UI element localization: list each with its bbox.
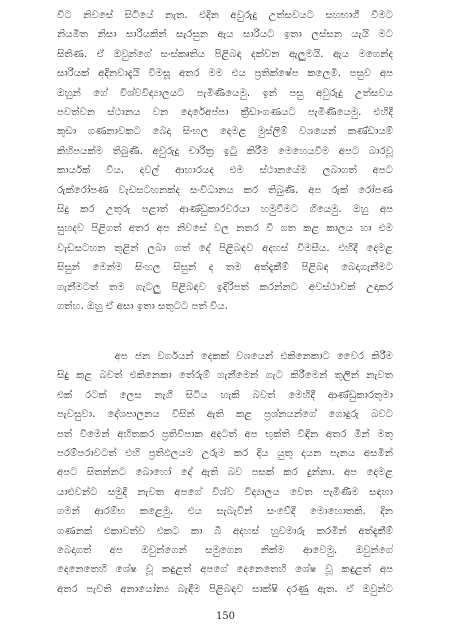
paragraph-2 — [57, 347, 393, 599]
text-line: සිදු කර උතුරු පළාත් ආණ්ඩුකාරවරයා හමුවීමට ගියෙමු. ඔහු අප — [57, 204, 393, 216]
text-line: නියමිත නිසා සාරියකින් සැරසුන ඇය සාරියට ඉතා ලස්සන යැයි මට — [57, 29, 393, 41]
text-line: එක් රටක් ලෙස නැගී සිටිය හැකි බවත් මෙහිදී ආණ්ඩුකාරතුමා — [57, 389, 393, 401]
text-line: ගැනීමටත් තම ගැටලු පිළිබඳව ඉදිරිපත් කරන්නට අවස්ථාවක් උදාකර — [57, 281, 393, 293]
text-line: ගත්හ. ඔහු ඒ අසා ඉතා සතුටට පත් විය. — [57, 301, 228, 313]
text-line: පවත්වන ස්ථානය වන දොරේඅප්පා ක්‍රීඩාංගණයට පැමිණියෙමු. එහිදී — [57, 107, 393, 119]
text-line: අතර පැවති අනායෝන්‍ය බැඳීම පිළිබඳව සාක්ෂි දරණු ඇත. ඒ ඔවුන්ට — [57, 583, 393, 595]
page-number: 150 — [215, 611, 236, 622]
text-line: කිහිපයක්ම තිබුණි. අවුරුදු චාරිත්‍ර ඉටු කිරීම මෙහෙයවීම අපට බාරවූ — [57, 145, 393, 157]
text-line: සුහදව පිළිගත් අතර අප නිවසේ වල නතර වී ගත කළ කාලය හා එම — [57, 223, 393, 235]
paragraph-1 — [57, 6, 393, 317]
text-line: සාරියක් අදිනවාදැයි විමසූ අතර මම එය ප්‍රතික්ෂේප කලෙමි. පසුව අප — [57, 68, 393, 80]
text-line: සිසුන් මෙන්ම සිංහල සිසුන් ද තම අත්දැකීම් පිළිබඳ බෙදාගැනීමට — [57, 262, 393, 274]
text-line: යාළුවන්ට සමුදී නැවත අපගේ විශ්ව විද්‍යාලය වෙත පැමිණීම සඳහා — [57, 486, 393, 498]
text-line: විට නිවසේ සිටියේ නැත. එදින අවුරුදු උත්සවයට සහභාගී වීමට — [57, 10, 393, 21]
text-line: සිදු කළ බවත් එකිනෙකා තේරුම් ගැනීමෙන් ගැට කිරීමෙන් තුලින් නැවත — [57, 370, 393, 382]
text-line: වැඩසටහන තුළින් ලබා ගත් දේ පිළිබඳව අදහස් විමසීය. එහිදී දෙමළ — [57, 242, 393, 254]
text-line: ගණනක් එකාවත්ව එකට කා බී අදහස් හුවමාරු කරමින් අත්දැකීම් — [57, 525, 393, 537]
text-line: රුක්රෝපණ වැඩසටහනක්ද සංවිධානය කර තිබුණි. අප රුක් රෝපණ — [57, 184, 393, 196]
text-line: කුඩා ගණනාවකට බෙදා සිංහල දෙමළ මුස්ලිම් වශයෙන් කණ්ඩායම් — [57, 126, 393, 138]
text-line: අප ජන වර්ගයන් දෙකක් වශයෙන් එකිනෙකාට වෛර කිරීම — [57, 351, 393, 362]
text-line: දෙනෙතෙහි ශේෂ වූ කඳුළත් අපගේ දෙනෙතෙහි ශේෂ වූ කඳුළත් අප — [57, 564, 393, 576]
text-line: ඔහුන් ගේ විශ්වවිද්‍යාලයට පැමිණියෙමු. ඉන් පසු අවුරුදු උත්සවය — [57, 87, 393, 99]
text-line: සිතිණ. ඒ ඔවුන්ගේ සංස්කෘතිය පිළිබඳ දක්වන ඇලුමයි. ඇය මගෙන්ද — [57, 48, 393, 60]
text-line: පැවසුවා. දේශපාලනය විසින් ඇති කළ ප්‍රශ්නයන්ගේ ගොදුරු බවට — [57, 409, 393, 421]
text-line: පරම්පරාවටත් එහි ප්‍රතිඵලයම උරුම කර දිය යුතු දයන පැනය අසමින් — [57, 448, 393, 460]
text-line: බෙදාගත් අප ඔවුන්ගෙන් සමුගෙන නික්ම ආවෙමු. ඔවුන්ගේ — [57, 545, 393, 557]
text-line: ගමන් ආරම්භ කළෙමු. එය සැබැවින් සංවේදී මොහොතකි. දින — [57, 506, 393, 518]
text-line: පත් විමෙන් අහිතකර ප්‍රතිවිපාක අදටත් අප භුක්ති විඳින අතර මින් මතු — [57, 428, 393, 440]
text-line: අපට සිතන්නට බොහෝ දේ ඇති බව පසක් කර දුන්නා. අප දෙමළ — [57, 467, 393, 479]
text-line: කාර්යක් විය. දවල් ආහාරයද එම ස්ථානයේම ලබාගත් අපට — [57, 165, 393, 177]
